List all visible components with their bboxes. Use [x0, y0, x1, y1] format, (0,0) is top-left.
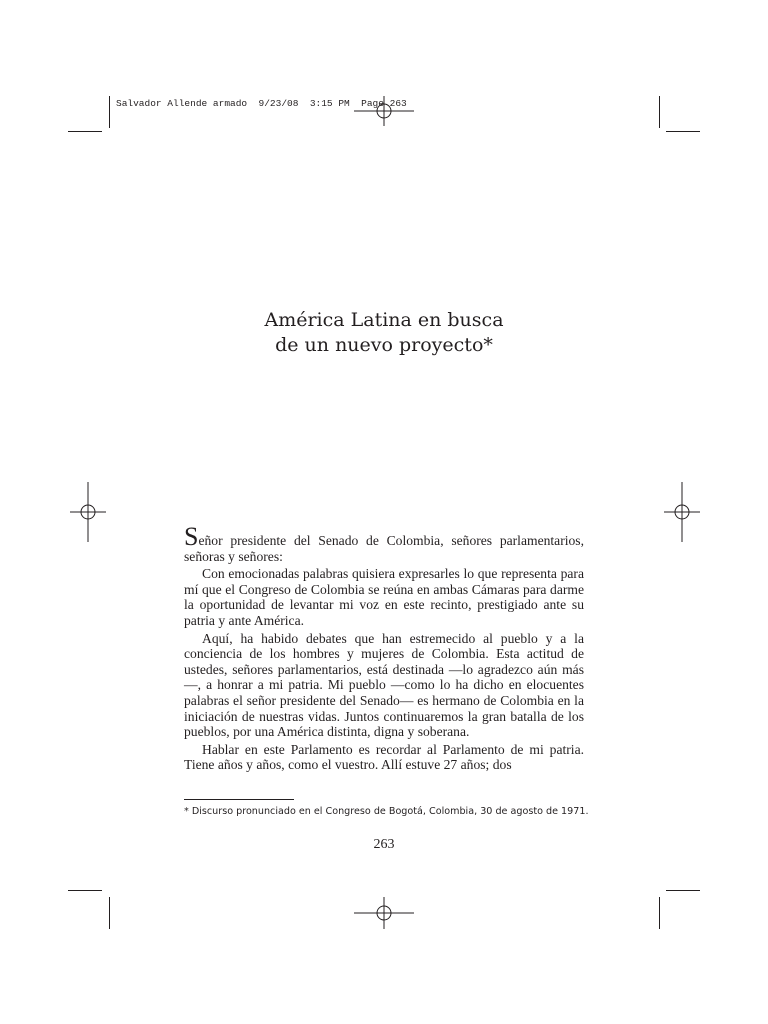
- registration-mark-top: [352, 96, 416, 126]
- page-number: 263: [373, 837, 395, 852]
- footnote: * Discurso pronunciado en el Congreso de Bogotá, Colombia, 30 de agosto de 1971.: [184, 806, 589, 817]
- crop-mark: [666, 890, 700, 891]
- chapter-title-line-1: América Latina en busca: [264, 309, 504, 331]
- body-text: [184, 522, 584, 775]
- paragraph-3: Aquí, ha habido debates que han estremecido al pueblo y a la conciencia de los hombres y mujeres de Colombia. Esta actitud de ustedes, señores parlamentarios, está destinada —lo agradezco aún más—, a honrar a mi patria. Mi pueblo —como lo ha dicho en elocuentes palabras el señor presidente del Senado— es hermano de Colombia en la iniciación de nuestras vidas. Juntos continuaremos la gran batalla de los pueblos, por una América distinta, digna y soberana.: [184, 630, 584, 740]
- paragraph-1: [184, 522, 584, 564]
- crop-mark: [68, 890, 102, 891]
- footnote-rule: [184, 799, 294, 800]
- chapter-title: [184, 308, 584, 358]
- chapter-title-line-2: de un nuevo proyecto*: [275, 334, 493, 356]
- paragraph-4: Hablar en este Parlamento es recordar al Parlamento de mi patria. Tiene años y años, como el vuestro. Allí estuve 27 años; dos: [184, 741, 584, 773]
- drop-cap: S: [184, 522, 199, 551]
- print-slug: Salvador Allende armado 9/23/08 3:15 PM Page 263: [116, 98, 407, 109]
- registration-mark-left: [70, 482, 106, 542]
- registration-mark-right: [664, 482, 700, 542]
- crop-mark: [109, 897, 110, 929]
- crop-mark: [659, 897, 660, 929]
- crop-mark: [659, 96, 660, 128]
- paragraph-1-text: eñor presidente del Senado de Colombia, señores parlamentarios, señoras y señores:: [184, 533, 584, 564]
- crop-mark: [109, 96, 110, 128]
- crop-mark: [666, 131, 700, 132]
- paragraph-2: Con emocionadas palabras quisiera expresarles lo que representa para mí que el Congreso de Colombia se reúna en ambas Cámaras para darme la oportunidad de levantar mi voz en este recinto, prestigiado ante su patria y ante América.: [184, 566, 584, 628]
- registration-mark-bottom: [352, 897, 416, 929]
- crop-mark: [68, 131, 102, 132]
